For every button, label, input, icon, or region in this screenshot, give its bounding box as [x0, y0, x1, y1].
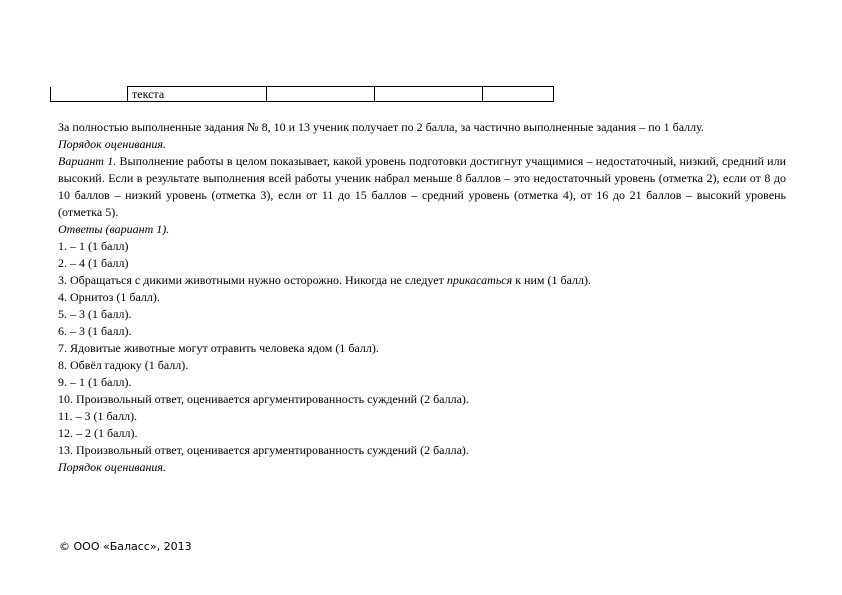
answer-item: 5. – 3 (1 балл).: [58, 307, 132, 321]
document-body: [58, 119, 786, 476]
answer-item: 13. Произвольный ответ, оценивается аргументированность суждений (2 балла).: [58, 443, 469, 457]
answer-item: 7. Ядовитые животные могут отравить человека ядом (1 балл).: [58, 341, 379, 355]
table-cell: [267, 87, 375, 102]
variant-label: Вариант 1.: [58, 154, 117, 168]
answer-text: к ним (1 балл).: [512, 273, 591, 287]
answer-item: [58, 272, 786, 289]
grading-table: [50, 86, 554, 102]
table-cell: текста: [128, 87, 267, 102]
answer-emphasis: прикасаться: [446, 273, 513, 287]
table-row: [51, 87, 554, 102]
answer-item: 1. – 1 (1 балл): [58, 239, 129, 253]
procedure-heading: Порядок оценивания.: [58, 137, 167, 151]
copyright-footer: © ООО «Баласс», 2013: [59, 540, 192, 553]
procedure-heading: Порядок оценивания.: [58, 460, 167, 474]
answers-heading: Ответы (вариант 1).: [58, 222, 170, 236]
table-cell: [51, 87, 128, 102]
answer-item: 2. – 4 (1 балл): [58, 256, 129, 270]
variant-description: [58, 153, 786, 221]
answer-item: 4. Орнитоз (1 балл).: [58, 290, 160, 304]
scoring-note: За полностью выполненные задания № 8, 10 и 13 ученик получает по 2 балла, за частично выполненные задания – по 1 баллу.: [58, 120, 704, 134]
answer-item: 9. – 1 (1 балл).: [58, 375, 132, 389]
answer-item: 12. – 2 (1 балл).: [58, 426, 138, 440]
answer-item: 8. Обвёл гадюку (1 балл).: [58, 358, 189, 372]
table-cell: [483, 87, 554, 102]
answer-text: 3. Обращаться с дикими животными нужно осторожно. Никогда не следует: [58, 273, 447, 287]
answer-item: 6. – 3 (1 балл).: [58, 324, 132, 338]
variant-text: Выполнение работы в целом показывает, какой уровень подготовки достигнут учащимися – недостаточный, низкий, средний или высокий. Если в результате выполнения всей работы ученик набрал меньше 8 баллов – это недостаточный уровень (отметка 2), если от 8 до 10 баллов – низкий уровень (отметка 3), если от 11 до 15 баллов – средний уровень (отметка 4), от 16 до 21 баллов – высокий уровень (отметка 5).: [58, 154, 787, 219]
answer-item: 11. – 3 (1 балл).: [58, 409, 138, 423]
table-cell: [375, 87, 483, 102]
answer-item: 10. Произвольный ответ, оценивается аргументированность суждений (2 балла).: [58, 392, 469, 406]
